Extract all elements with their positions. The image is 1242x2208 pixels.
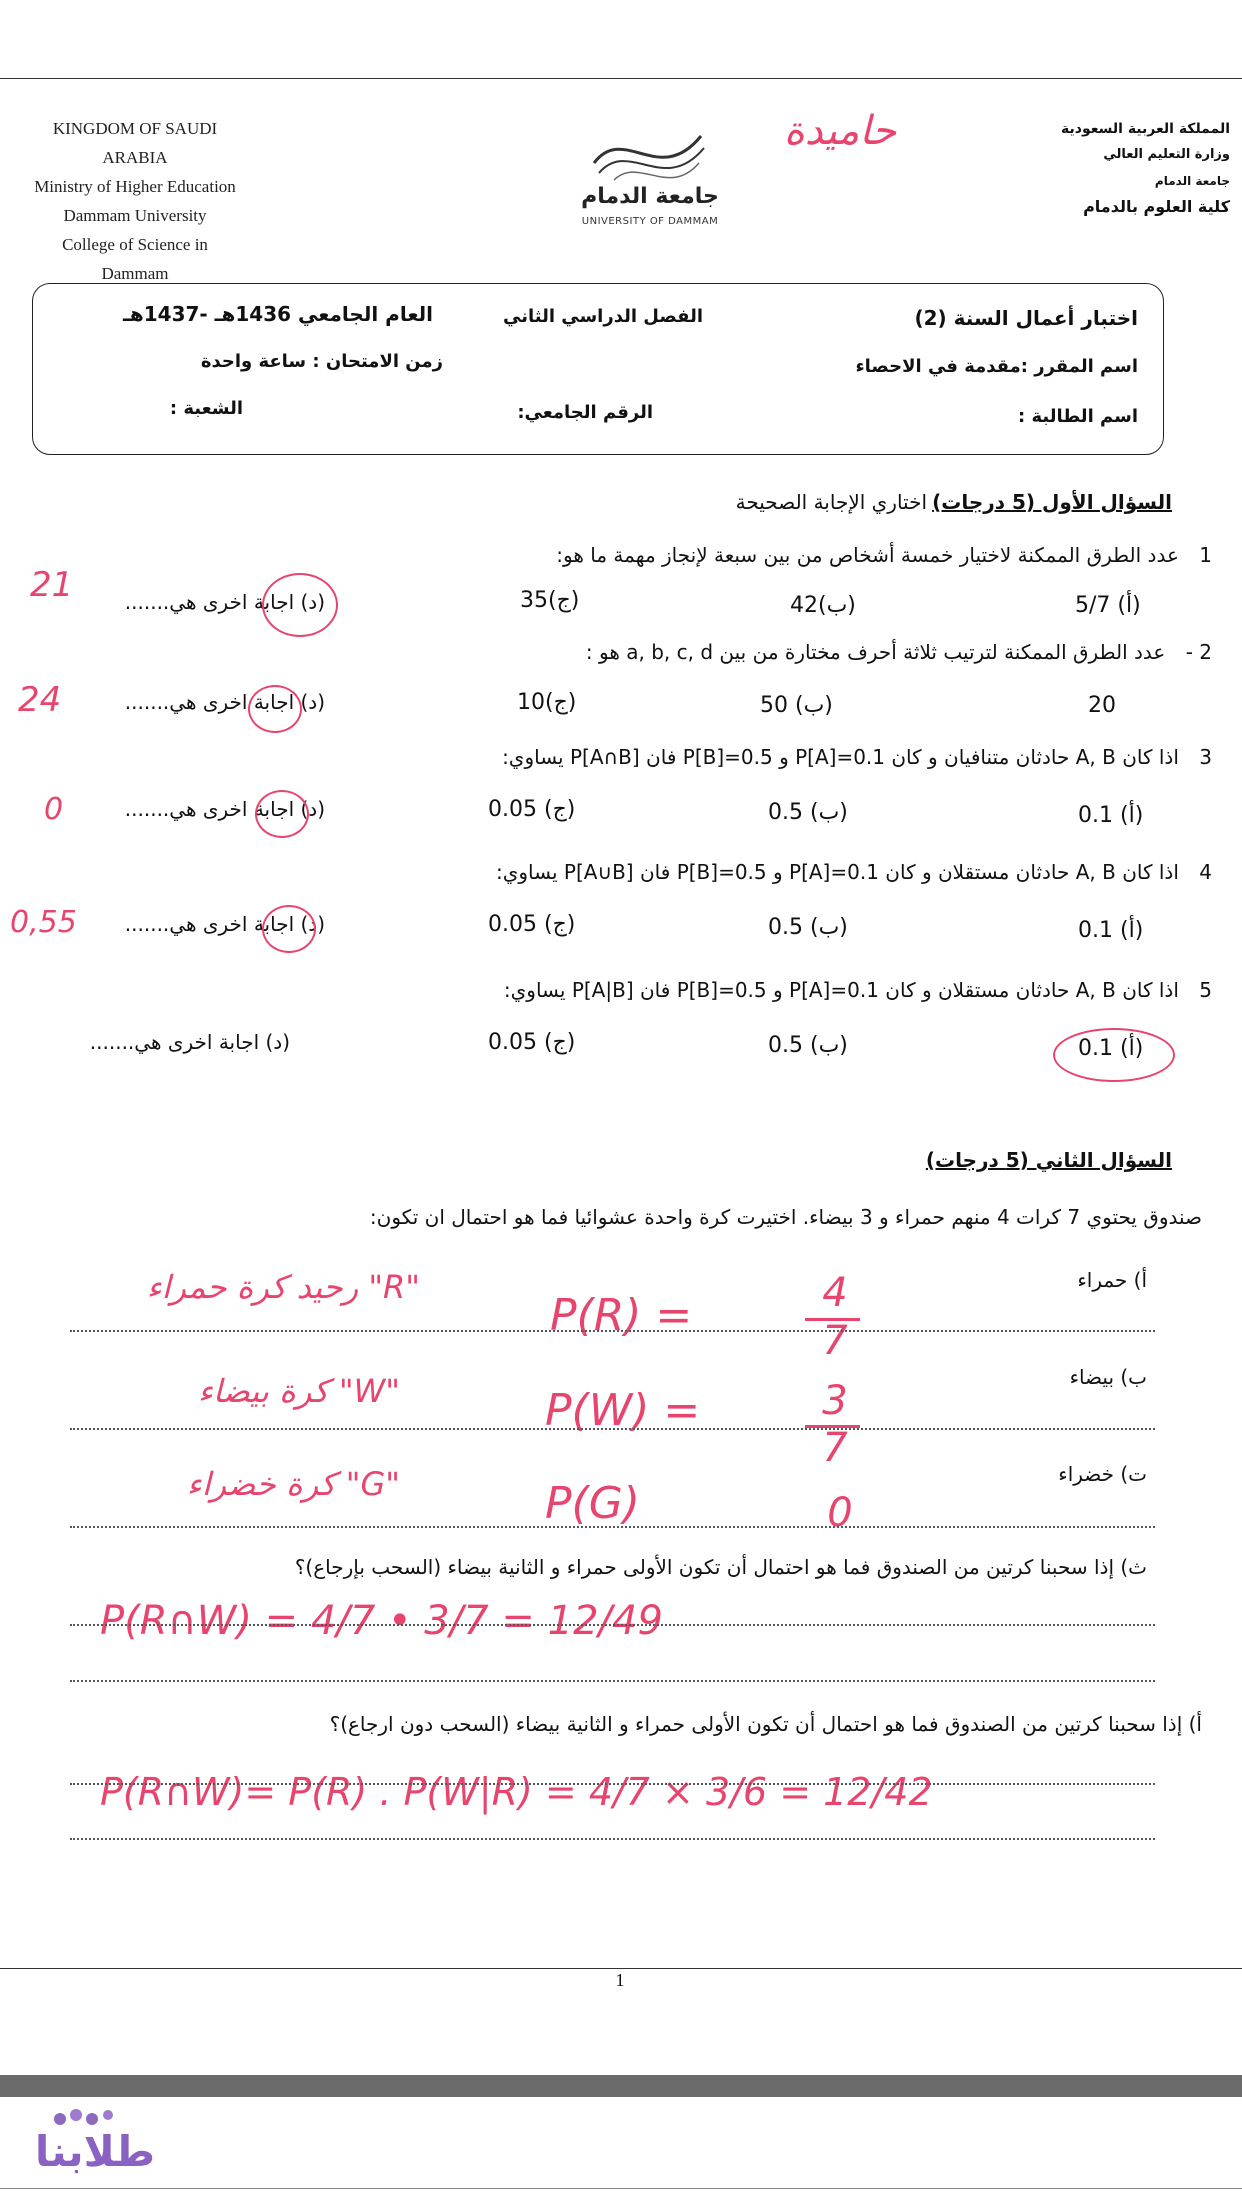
q2-part-d-line-2: [70, 1680, 1155, 1682]
ar-line-3: جامعة الدمام: [1154, 174, 1230, 188]
semester: الفصل الدراسي الثاني: [503, 306, 703, 327]
q1-item-5-answer-circle: [1053, 1028, 1175, 1082]
q1-header: [472, 490, 1172, 514]
logo-arabic: جامعة الدمام: [581, 184, 719, 209]
q1-item-5-opt-d[interactable]: (د) اجابة اخرى هي.......: [89, 1030, 290, 1054]
ar-line-2: وزارة التعليم العالي: [1103, 147, 1230, 162]
q1-item-2-text: عدد الطرق الممكنة لترتيب ثلاثة أحرف مختارة من بين a, b, c, d هو :: [585, 640, 1166, 664]
en-line-3: Dammam University: [63, 206, 207, 225]
q1-item-2-opt-c[interactable]: 10(ج): [517, 690, 577, 715]
q2-part-c-note: "G" كرة خضراء: [186, 1465, 400, 1503]
q1-item-5-text: اذا كان A, B حادثان مستقلان و كان P[A]=0.1 و P[B]=0.5 فان P[A|B] يساوي:: [503, 978, 1179, 1002]
page-separator-band: [0, 2075, 1242, 2097]
q2-part-c-label: ت) خضراء: [1058, 1462, 1147, 1486]
q1-item-3: [252, 745, 1212, 769]
q1-item-4-opt-a[interactable]: 0.1 (أ): [1078, 918, 1144, 943]
q1-item-1-num: 1: [1199, 543, 1212, 567]
header-arabic: [1020, 116, 1230, 220]
ar-line-4: كلية العلوم بالدمام: [1083, 197, 1230, 216]
q1-item-3-text: اذا كان A, B حادثان متنافيان و كان P[A]=0.1 و P[B]=0.5 فان P[A∩B] يساوي:: [502, 745, 1179, 769]
q2-part-e-line-1: [70, 1783, 1155, 1785]
q1-item-4-opt-b[interactable]: 0.5 (ب): [768, 915, 848, 940]
exam-title: اختبار أعمال السنة (2): [914, 306, 1138, 330]
q1-title: السؤال الأول (5 درجات): [932, 490, 1172, 514]
q2-part-e-handwritten: P(R∩W)= P(R) . P(W|R) = 4/7 × 3/6 = 12/42: [100, 1770, 933, 1814]
q1-item-2-num: 2 -: [1185, 640, 1212, 664]
q2-part-a-note: "R" رحيد كرة حمراء: [146, 1268, 420, 1306]
q2-part-b-denominator: 7: [822, 1425, 848, 1471]
q1-item-3-opt-c[interactable]: 0.05 (ج): [488, 797, 576, 822]
q1-item-1-opt-a[interactable]: 5/7 (أ): [1075, 593, 1141, 618]
q2-part-b-note: "W" كرة بيضاء: [197, 1372, 400, 1410]
q2-part-c-expr: P(G): [545, 1478, 640, 1529]
brand-logo: [20, 2105, 170, 2185]
q2-title: السؤال الثاني (5 درجات): [925, 1148, 1172, 1172]
q1-item-2-opt-b[interactable]: 50 (ب): [760, 693, 833, 718]
q1-item-1-handwritten: 21: [30, 565, 74, 605]
q2-part-c-value: 0: [827, 1490, 853, 1536]
q2-part-d-line-1: [70, 1624, 1155, 1626]
student-id-label: الرقم الجامعي:: [517, 402, 653, 423]
en-line-1: KINGDOM OF SAUDI ARABIA: [52, 119, 218, 167]
ar-line-1: المملكة العربية السعودية: [1061, 121, 1230, 137]
q2-part-a-label: أ) حمراء: [1077, 1268, 1147, 1292]
q2-part-b-expr: P(W) =: [545, 1385, 701, 1436]
q2-part-d-handwritten: P(R∩W) = 4/7 • 3/7 = 12/49: [100, 1598, 663, 1644]
q1-item-4-num: 4: [1199, 860, 1212, 884]
q1-item-2-opt-a[interactable]: 20: [1088, 693, 1116, 718]
q1-item-4-answer-circle: [262, 905, 316, 953]
section-label: الشعبة :: [169, 398, 243, 419]
logo-english: UNIVERSITY OF DAMMAM: [581, 216, 719, 227]
q1-item-3-answer-circle: [255, 790, 309, 838]
course-name: اسم المقرر :مقدمة في الاحصاء: [855, 356, 1138, 377]
en-line-2: Ministry of Higher Education: [34, 177, 236, 196]
q1-item-3-num: 3: [1199, 745, 1212, 769]
q1-item-2: [252, 640, 1212, 664]
q1-item-1-opt-d[interactable]: (د) اجابة اخرى هي.......: [124, 590, 325, 614]
q1-item-4: [252, 860, 1212, 884]
footer-rule: [0, 1968, 1242, 1969]
q1-item-5-opt-b[interactable]: 0.5 (ب): [768, 1033, 848, 1058]
q2-part-a-expr: P(R) =: [550, 1290, 693, 1341]
q1-item-3-handwritten: 0: [44, 792, 64, 827]
q1-item-4-handwritten: 0,55: [10, 905, 77, 940]
header-english: [20, 114, 250, 288]
q1-item-1-opt-c[interactable]: 35(ج): [520, 588, 580, 613]
q1-item-1: [252, 543, 1212, 567]
exam-duration: زمن الامتحان : ساعة واحدة: [200, 351, 443, 372]
handwritten-student-name: حاميدة: [783, 108, 897, 154]
q2-part-a-numerator: 4: [822, 1270, 848, 1316]
q2-part-a-denominator: 7: [822, 1318, 848, 1364]
q1-item-3-opt-a[interactable]: 0.1 (أ): [1078, 803, 1144, 828]
q1-item-4-text: اذا كان A, B حادثان مستقلان و كان P[A]=0.1 و P[B]=0.5 فان P[A∪B] يساوي:: [495, 860, 1179, 884]
q2-part-b-numerator: 3: [822, 1378, 848, 1424]
q1-instruction: اختاري الإجابة الصحيحة: [735, 490, 927, 514]
page-number: 1: [615, 1970, 625, 1990]
q2-part-e-line-2: [70, 1838, 1155, 1840]
q1-item-1-opt-b[interactable]: 42(ب): [790, 593, 856, 618]
top-rule: [0, 78, 1242, 79]
q1-item-1-answer-circle: [262, 573, 338, 637]
exam-info-box: [32, 283, 1164, 455]
q2-part-b-line: [70, 1428, 1155, 1430]
q1-item-4-opt-d[interactable]: (د) اجابة اخرى هي.......: [124, 912, 325, 936]
logo-waves-icon: [589, 118, 709, 188]
q1-item-2-opt-d[interactable]: (د) اجابة اخرى هي.......: [124, 690, 325, 714]
q1-item-3-opt-d[interactable]: (د) اجابة اخرى هي.......: [124, 797, 325, 821]
q1-item-4-opt-c[interactable]: 0.05 (ج): [488, 912, 576, 937]
q2-part-c-line: [70, 1526, 1155, 1528]
university-logo: [575, 118, 735, 238]
en-line-5: Dammam: [101, 264, 169, 283]
bottom-rule: [0, 2188, 1242, 2189]
q2-part-b-label: ب) بيضاء: [1069, 1365, 1147, 1389]
q2-part-e-question: أ) إذا سحبنا كرتين من الصندوق فما هو احتمال أن تكون الأولى حمراء و الثانية بيضاء (السحب دون ارجاع)؟: [329, 1712, 1202, 1736]
q1-item-5-opt-c[interactable]: 0.05 (ج): [488, 1030, 576, 1055]
brand-text: طلابنا: [34, 2127, 156, 2176]
q1-item-5-opt-a[interactable]: 0.1 (أ): [1078, 1036, 1144, 1061]
q2-part-a-line: [70, 1330, 1155, 1332]
q2-part-d-question: ث) إذا سحبنا كرتين من الصندوق فما هو احتمال أن تكون الأولى حمراء و الثانية بيضاء (السحب بإرجاع)؟: [294, 1555, 1147, 1579]
q2-stem: صندوق يحتوي 7 كرات 4 منهم حمراء و 3 بيضاء. اختيرت كرة واحدة عشوائيا فما هو احتمال ان تكون:: [369, 1205, 1202, 1229]
en-line-4: College of Science in: [62, 235, 208, 254]
q1-item-5: [252, 978, 1212, 1002]
q1-item-3-opt-b[interactable]: 0.5 (ب): [768, 800, 848, 825]
q1-item-2-answer-circle: [248, 685, 302, 733]
q1-item-5-num: 5: [1199, 978, 1212, 1002]
q1-item-2-handwritten: 24: [18, 680, 62, 720]
student-name-label: اسم الطالبة :: [1018, 406, 1138, 427]
q1-item-1-text: عدد الطرق الممكنة لاختيار خمسة أشخاص من بين سبعة لإنجاز مهمة ما هو:: [556, 543, 1179, 567]
academic-year: العام الجامعي 1436هـ -1437هـ: [123, 302, 433, 326]
